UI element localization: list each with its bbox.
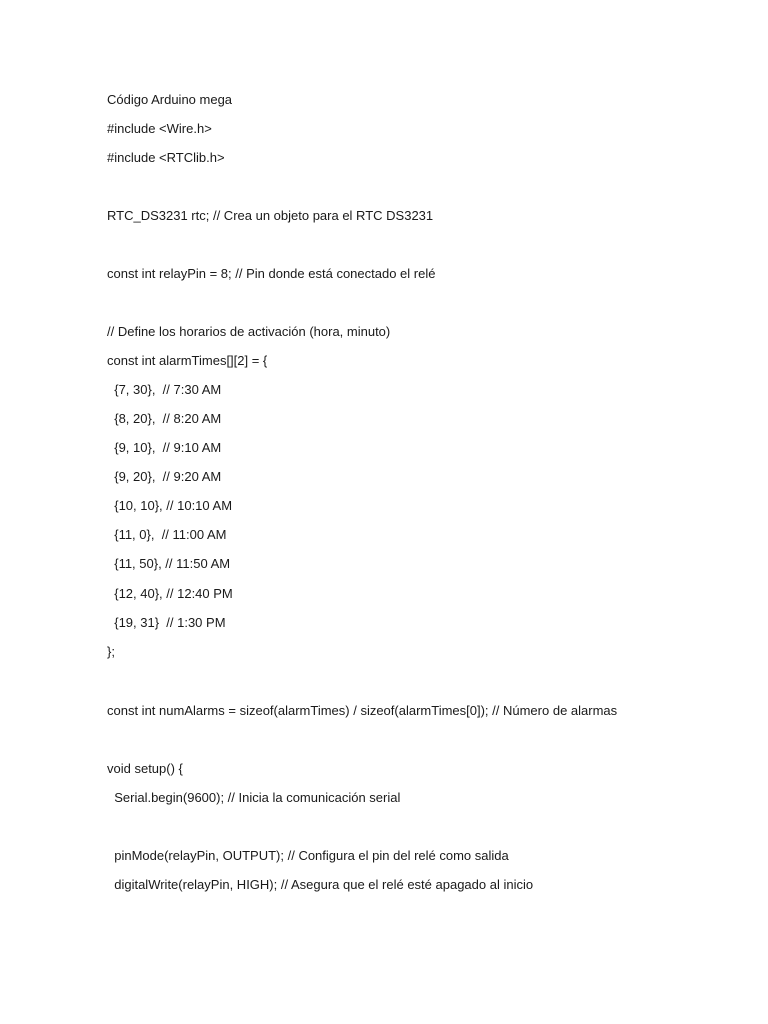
code-line: digitalWrite(relayPin, HIGH); // Asegura que el relé esté apagado al inicio xyxy=(107,877,534,892)
code-line: {9, 10}, // 9:10 AM xyxy=(107,440,222,455)
code-line: {11, 50}, // 11:50 AM xyxy=(107,556,231,571)
code-line: const int relayPin = 8; // Pin donde está conectado el relé xyxy=(107,266,436,281)
code-line: pinMode(relayPin, OUTPUT); // Configura el pin del relé como salida xyxy=(107,848,509,863)
code-line: {10, 10}, // 10:10 AM xyxy=(107,498,233,513)
code-line: #include <RTClib.h> xyxy=(107,150,225,165)
code-line: {8, 20}, // 8:20 AM xyxy=(107,411,222,426)
code-line: RTC_DS3231 rtc; // Crea un objeto para el RTC DS3231 xyxy=(107,208,434,223)
code-line: {11, 0}, // 11:00 AM xyxy=(107,527,227,542)
document-title: Código Arduino mega xyxy=(107,92,233,107)
code-line: {12, 40}, // 12:40 PM xyxy=(107,586,233,601)
code-line: void setup() { xyxy=(107,761,183,776)
code-line: {9, 20}, // 9:20 AM xyxy=(107,469,222,484)
code-line: const int numAlarms = sizeof(alarmTimes) / sizeof(alarmTimes[0]); // Número de alarmas xyxy=(107,703,618,718)
code-line: {19, 31} // 1:30 PM xyxy=(107,615,226,630)
code-line: }; xyxy=(107,644,115,659)
code-line: #include <Wire.h> xyxy=(107,121,212,136)
code-line: Serial.begin(9600); // Inicia la comunicación serial xyxy=(107,790,401,805)
code-comment-line: // Define los horarios de activación (hora, minuto) xyxy=(107,324,391,339)
code-line: const int alarmTimes[][2] = { xyxy=(107,353,268,368)
code-line: {7, 30}, // 7:30 AM xyxy=(107,382,222,397)
